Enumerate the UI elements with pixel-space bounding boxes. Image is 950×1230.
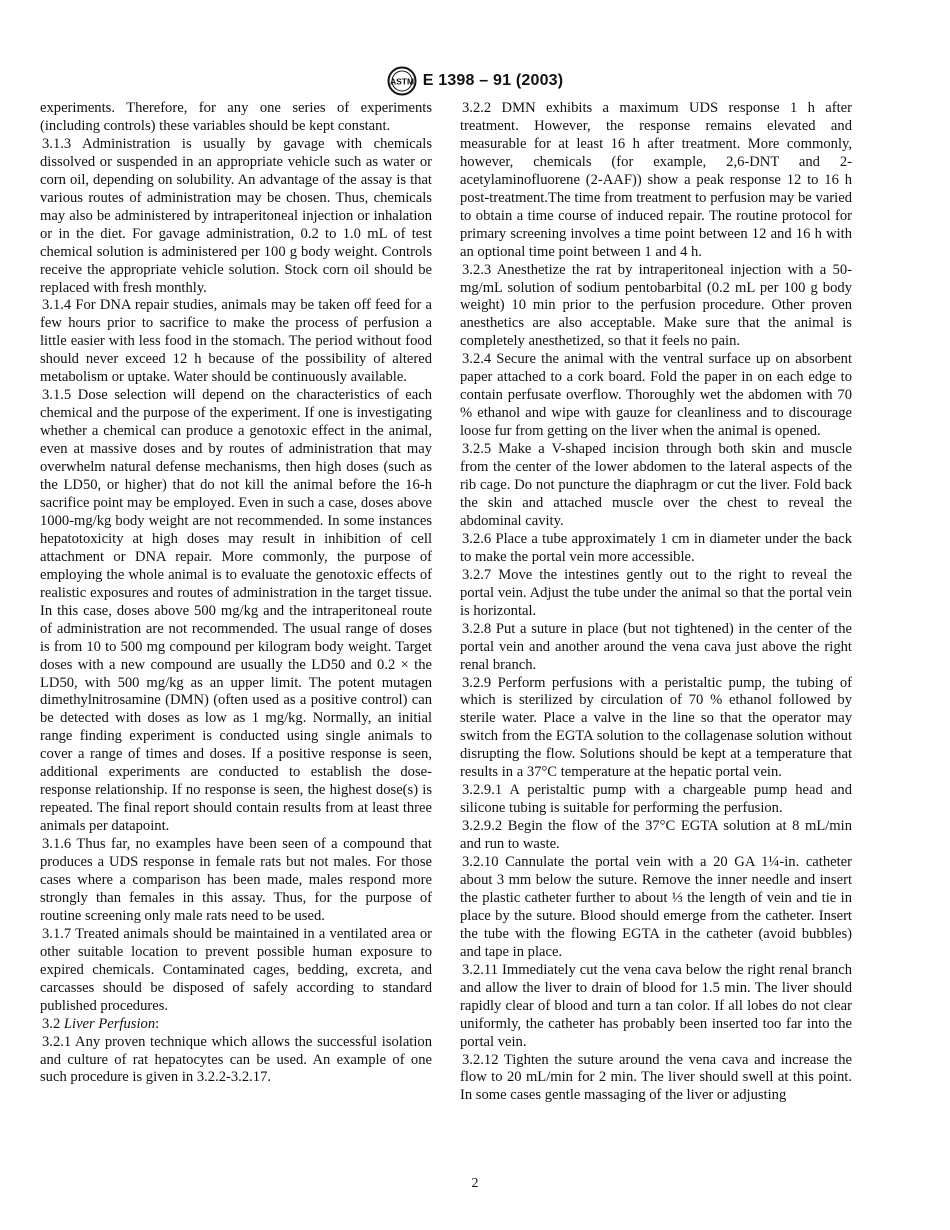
- paragraph-3-2-5: 3.2.5 Make a V-shaped incision through both skin and muscle from the center of the lower abdomen to the lateral aspects of the rib cage. Do not puncture the diaphragm or cut the liver. Fold back the skin and attached muscle over the chest to reveal the abdominal cavity.: [460, 441, 852, 529]
- paragraph-continuation: experiments. Therefore, for any one series of experiments (including controls) these variables should be kept constant.: [40, 100, 432, 134]
- astm-logo-icon: [387, 66, 417, 96]
- paragraph-3-1-5: 3.1.5 Dose selection will depend on the characteristics of each chemical and the purpose of the experiment. If one is investigating whether a chemical can produce a genotoxic effect in the animal, even at massive doses and by routes of administration that may overwhelm natural defense mechanisms, then high doses (such as the LD50, or higher) that do not kill the animal before the 16-h sacrifice point may be employed. Even in such a case, doses above 1000-mg/kg body weight are not recommended. In some instances hepatotoxicity at high doses may result in inhibition of cell attachment or DNA repair. More commonly, the purpose of employing the whole animal is to evaluate the genotoxic effects of realistic exposures and routes of administration in the target tissue. In this case, doses above 500 mg/kg and the intraperitoneal route of administration are not recommended. The usual range of doses is from 10 to 500 mg compound per kilogram body weight. Target doses with a new compound are usually the LD50 and 0.2 × the LD50, with 500 mg/kg as an upper limit. The potent mutagen dimethylnitrosamine (DMN) (often used as a positive control) can be detected with doses as low as 1 mg/kg. Normally, an initial range finding experiment is conducted using single animals to cover a range of times and doses. If a positive response is seen, additional experiments are conducted to establish the dose-response relationship. If no response is seen, the highest dose(s) is repeated. The final report should contain results from at least three animals per datapoint.: [40, 387, 432, 835]
- paragraph-3-2-4: 3.2.4 Secure the animal with the ventral surface up on absorbent paper attached to a cork board. Fold the paper in on each edge to contain perfusate overflow. Thoroughly wet the abdomen with 70 % ethanol and wipe with gauze for cleanliness and to discourage loose fur from getting on the liver when the animal is opened.: [460, 351, 852, 440]
- right-column: [460, 100, 852, 1105]
- left-column: [40, 100, 432, 1087]
- paragraph-3-2-9-2: 3.2.9.2 Begin the flow of the 37°C EGTA solution at 8 mL/min and run to waste.: [460, 818, 852, 853]
- paragraph-3-1-4: 3.1.4 For DNA repair studies, animals may be taken off feed for a few hours prior to sacrifice to make the process of perfusion a little easier with less food in the stomach. The period without food should never exceed 12 h because of the possibility of altered metabolism or uptake. Water should be continuously available.: [40, 297, 432, 386]
- section-title: Liver Perfusion: [63, 1015, 156, 1032]
- section-3-2-heading: [40, 1016, 432, 1034]
- paragraph-3-2-9-1: 3.2.9.1 A peristaltic pump with a chargeable pump head and silicone tubing is suitable for performing the perfusion.: [460, 782, 852, 817]
- paragraph-3-1-6: 3.1.6 Thus far, no examples have been seen of a compound that produces a UDS response in female rats but not males. For those cases where a comparison has been made, males respond more strongly than females in this assay. Thus, for the purpose of routine screening only male rats need to be used.: [40, 836, 432, 924]
- paragraph-3-2-1: 3.2.1 Any proven technique which allows the successful isolation and culture of rat hepatocytes can be used. An example of one such procedure is given in 3.2.2-3.2.17.: [40, 1033, 432, 1086]
- paragraph-3-2-12: 3.2.12 Tighten the suture around the vena cava and increase the flow to 20 mL/min for 2 min. The liver should swell at this point. In some cases gentle massaging of the liver or adjusting: [460, 1051, 852, 1104]
- paragraph-3-1-7: 3.1.7 Treated animals should be maintained in a ventilated area or other suitable location to prevent possible human exposure to expired chemicals. Contaminated cages, bedding, excreta, and carcasses should be disposed of safely according to standard published procedures.: [40, 925, 432, 1014]
- paragraph-3-1-3: 3.1.3 Administration is usually by gavage with chemicals dissolved or suspended in an appropriate vehicle such as water or corn oil, depending on solubility. An advantage of the assay is that various routes of administration may be chosen. Thus, chemicals may also be administered by intraperitoneal injection or inhalation or in the diet. For gavage administration, 0.2 to 1.0 mL of test chemical solution is administered per 100 g body weight. Controls receive the appropriate vehicle solution. Stock corn oil should be replaced with fresh monthly.: [40, 135, 432, 296]
- paragraph-3-2-8: 3.2.8 Put a suture in place (but not tightened) in the center of the portal vein and another around the vena cava just above the right renal branch.: [460, 620, 852, 673]
- paragraph-3-2-11: 3.2.11 Immediately cut the vena cava below the right renal branch and allow the liver to drain of blood for 1.5 min. The liver should rapidly clear of blood and turn a tan color. If all lobes do not clear uniformly, the catheter has probably been inserted too far into the portal vein.: [460, 961, 852, 1050]
- page-number: 2: [471, 1176, 479, 1191]
- svg-text:ASTM: ASTM: [389, 76, 414, 87]
- section-colon: :: [155, 1015, 160, 1032]
- paragraph-3-2-6: 3.2.6 Place a tube approximately 1 cm in diameter under the back to make the portal vein more accessible.: [460, 530, 852, 565]
- standard-designation: E 1398 – 91 (2003): [422, 72, 564, 89]
- paragraph-3-2-7: 3.2.7 Move the intestines gently out to the right to reveal the portal vein. Adjust the tube under the animal so that the portal vein is horizontal.: [460, 566, 852, 619]
- paragraph-3-2-9: 3.2.9 Perform perfusions with a peristaltic pump, the tubing of which is sterilized by circulation of 70 % ethanol followed by sterile water. Place a valve in the line so that the operator may switch from the EGTA solution to the collagenase solution without disrupting the flow. Solutions should be kept at a temperature that results in a 37°C temperature at the hepatic portal vein.: [460, 674, 852, 781]
- paragraph-3-2-2: 3.2.2 DMN exhibits a maximum UDS response 1 h after treatment. However, the response remains elevated and measurable for at least 16 h after treatment. More commonly, however, chemicals (for example, 2,6-DNT and 2-acetylaminofluorene (2-AAF)) show a peak response 12 to 16 h post-treatment.The time from treatment to perfusion may be varied to obtain a time course of induced repair. The routine protocol for primary screening involves a time point between 12 and 16 h with an optional time point between 1 and 4 h.: [460, 100, 852, 260]
- section-number: 3.2: [42, 1015, 61, 1032]
- page-header: [0, 66, 950, 101]
- paragraph-3-2-10: 3.2.10 Cannulate the portal vein with a 20 GA 1¼-in. catheter about 3 mm below the suture. Remove the inner needle and insert the plastic catheter further to about ⅓ the length of vein and tie in place by the suture. Blood should emerge from the catheter. Insert the tube with the flowing EGTA in the catheter (avoid bubbles) and tape in place.: [460, 854, 852, 960]
- paragraph-3-2-3: 3.2.3 Anesthetize the rat by intraperitoneal injection with a 50-mg/mL solution of sodium pentobarbital (0.2 mL per 100 g body weight) 10 min prior to the perfusion procedure. Other proven anesthetics are also acceptable. Make sure that the animal is completely anesthetized, so that it feels no pain.: [460, 261, 852, 350]
